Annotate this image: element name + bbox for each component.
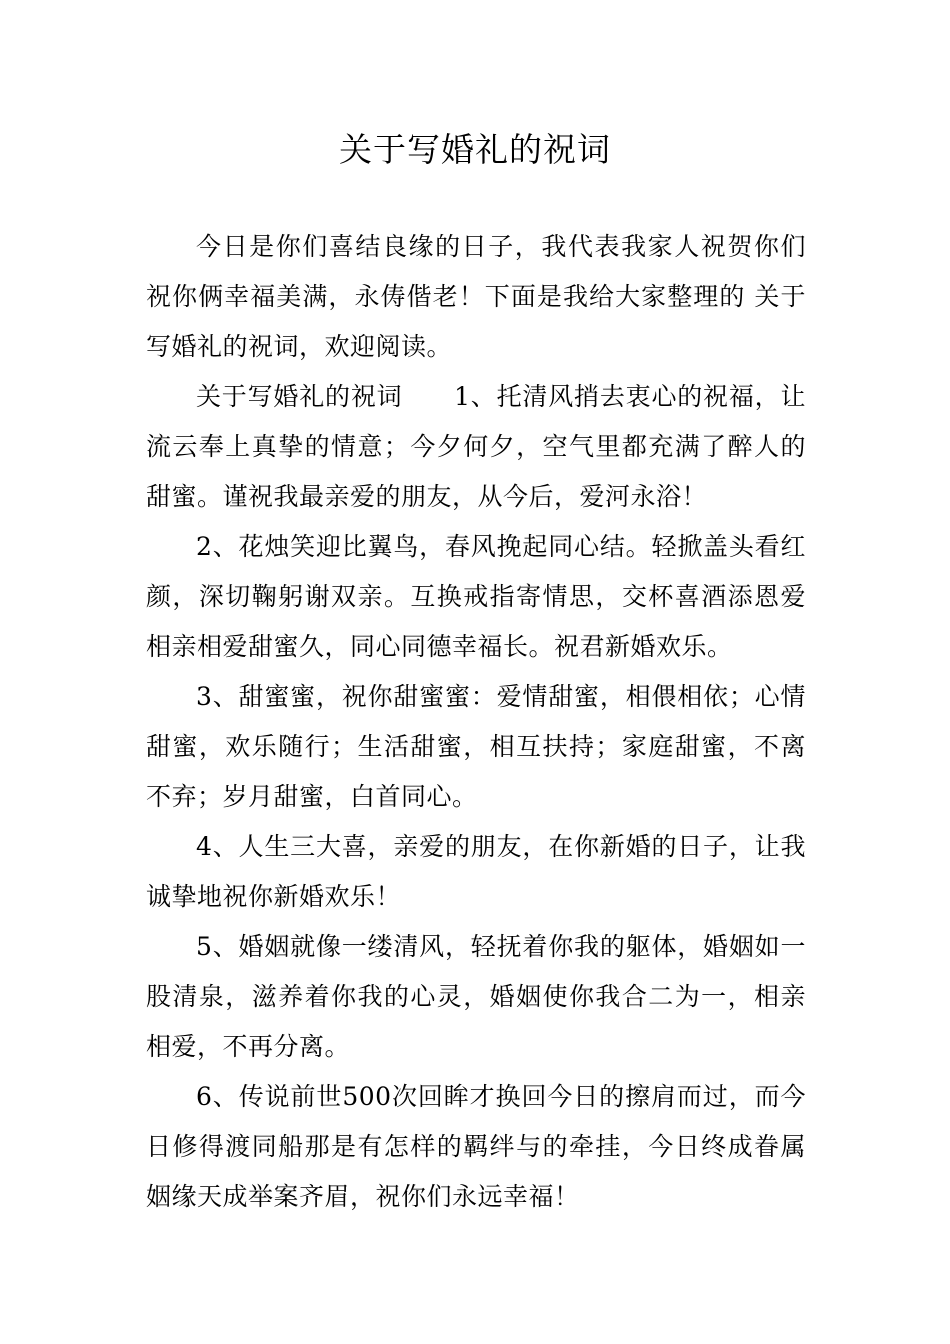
paragraph-intro: 今日是你们喜结良缘的日子，我代表我家人祝贺你们祝你俩幸福美满，永俦偕老！下面是我给大家整理的 关于写婚礼的祝词，欢迎阅读。 bbox=[146, 232, 806, 361]
paragraph-wish-2: 2、花烛笑迎比翼鸟，春风挽起同心结。轻掀盖头看红颜，深切鞠躬谢双亲。互换戒指寄情思，交杯喜酒添恩爱相亲相爱甜蜜久，同心同德幸福长。祝君新婚欢乐。 bbox=[146, 532, 806, 661]
paragraph-wish-1: 关于写婚礼的祝词 1、托清风捎去衷心的祝福，让流云奉上真挚的情意；今夕何夕，空气里都充满了醉人的甜蜜。谨祝我最亲爱的朋友，从今后，爱河永浴！ bbox=[146, 382, 806, 511]
document-body bbox=[146, 222, 806, 1222]
paragraph-wish-5: 5、婚姻就像一缕清风，轻抚着你我的躯体，婚姻如一股清泉，滋养着你我的心灵，婚姻使你我合二为一，相亲相爱，不再分离。 bbox=[146, 932, 806, 1061]
paragraph-wish-4: 4、人生三大喜，亲爱的朋友，在你新婚的日子，让我诚挚地祝你新婚欢乐！ bbox=[146, 832, 806, 911]
document-title: 关于写婚礼的祝词 bbox=[339, 130, 611, 169]
paragraph-wish-3: 3、甜蜜蜜，祝你甜蜜蜜：爱情甜蜜，相偎相依；心情甜蜜，欢乐随行；生活甜蜜，相互扶持；家庭甜蜜，不离不弃；岁月甜蜜，白首同心。 bbox=[146, 682, 806, 811]
paragraph-wish-6: 6、传说前世500次回眸才换回今日的擦肩而过，而今日修得渡同船那是有怎样的羁绊与的牵挂，今日终成眷属姻缘天成举案齐眉，祝你们永远幸福！ bbox=[146, 1082, 806, 1211]
